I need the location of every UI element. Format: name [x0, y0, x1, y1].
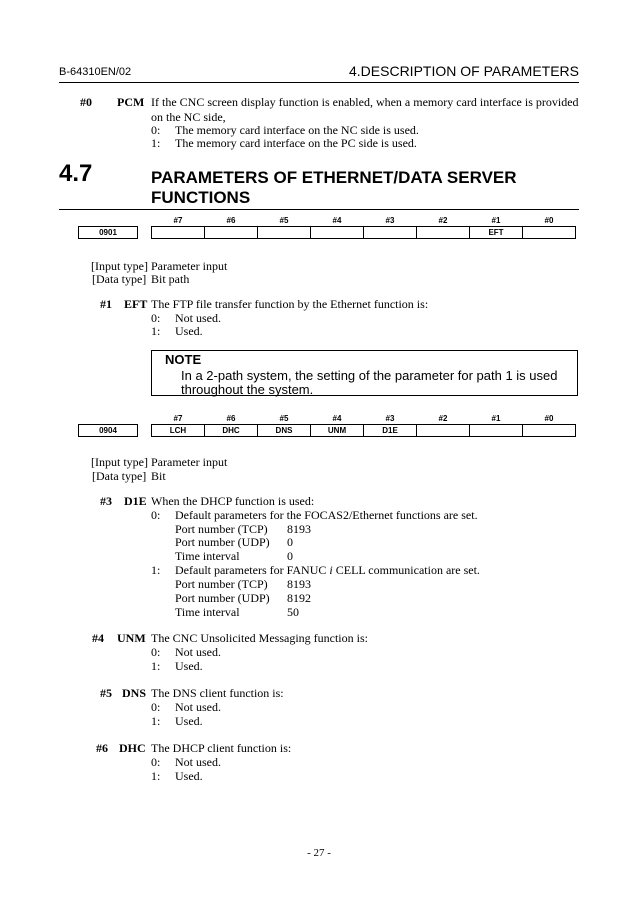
eft-bit: #1	[100, 297, 112, 311]
pcm-opt0-text: The memory card interface on the NC side is used.	[175, 123, 419, 137]
note-line-1: In a 2-path system, the setting of the parameter for path 1 is used	[181, 368, 558, 383]
dns-opt0-text: Not used.	[175, 700, 221, 714]
dns-opt0-num: 0:	[151, 700, 161, 714]
unm-opt1-text: Used.	[175, 659, 203, 673]
d1e-opt0-text: Default parameters for the FOCAS2/Ethernet functions are set.	[175, 508, 478, 522]
param-number: 0904	[79, 425, 138, 437]
bit-header: #7	[173, 216, 183, 225]
param-0901-table	[78, 215, 576, 239]
bit-header: #1	[491, 414, 501, 423]
input-type-label: [Input type]	[91, 455, 148, 469]
bit-cell: UNM	[311, 425, 364, 437]
data-type-label: [Data type]	[92, 469, 147, 483]
bit-cell	[311, 227, 364, 239]
bit-cell	[417, 227, 470, 239]
bit-header: #0	[544, 414, 554, 423]
dhc-desc: The DHCP client function is:	[151, 741, 292, 755]
eft-opt1-num: 1:	[151, 324, 161, 338]
d1e-opt1-text-b: CELL communication are set.	[332, 563, 480, 577]
input-type-value: Parameter input	[151, 455, 228, 469]
bit-data-row	[79, 227, 576, 239]
d1e-opt1-text	[175, 563, 480, 578]
bit-header-row	[79, 215, 576, 227]
section-rule	[59, 209, 579, 210]
bit-cell	[523, 425, 576, 437]
d1e-opt0-row-value: 8193	[287, 522, 311, 536]
bit-cell	[470, 425, 523, 437]
bit-cell: D1E	[364, 425, 417, 437]
dns-opt1-text: Used.	[175, 714, 203, 728]
pcm-desc-1: If the CNC screen display function is enabled, when a memory card interface is provided	[151, 95, 579, 109]
bit-cell: EFT	[470, 227, 523, 239]
d1e-bit: #3	[100, 494, 112, 508]
pcm-opt1-num: 1:	[151, 136, 161, 150]
section-title	[151, 168, 517, 208]
section-title-line-1: PARAMETERS OF ETHERNET/DATA SERVER	[151, 168, 517, 187]
pcm-opt0-num: 0:	[151, 123, 161, 137]
eft-opt1-text: Used.	[175, 324, 203, 338]
doc-id: B-64310EN/02	[59, 66, 132, 78]
eft-desc: The FTP file transfer function by the Ethernet function is:	[151, 297, 429, 311]
note-line-2: throughout the system.	[181, 382, 314, 397]
pcm-bit: #0	[80, 95, 92, 109]
param-number: 0901	[79, 227, 138, 239]
page-number: - 27 -	[307, 847, 331, 859]
unm-bit: #4	[92, 631, 104, 645]
bit-header: #0	[544, 216, 554, 225]
pcm-desc-2: on the NC side,	[151, 110, 226, 124]
bit-cell	[364, 227, 417, 239]
d1e-opt1-row-value: 50	[287, 605, 299, 619]
d1e-opt0-row-label: Time interval	[175, 549, 240, 563]
bit-header: #5	[279, 414, 289, 423]
section-title-line-2: FUNCTIONS	[151, 188, 251, 207]
dhc-bit: #6	[96, 741, 108, 755]
d1e-opt1-row-label: Port number (TCP)	[175, 577, 268, 591]
unm-opt1-num: 1:	[151, 659, 161, 673]
bit-cell	[152, 227, 205, 239]
eft-opt0-text: Not used.	[175, 311, 221, 325]
data-type-label: [Data type]	[92, 272, 147, 286]
unm-desc: The CNC Unsolicited Messaging function is:	[151, 631, 368, 645]
bit-header: #3	[385, 216, 395, 225]
data-type-value: Bit path	[151, 272, 190, 286]
bit-header: #6	[226, 216, 236, 225]
d1e-opt0-row-label: Port number (TCP)	[175, 522, 268, 536]
pcm-opt1-text: The memory card interface on the PC side is used.	[175, 136, 417, 150]
bit-header: #5	[279, 216, 289, 225]
bit-header: #3	[385, 414, 395, 423]
d1e-opt1-row-value: 8192	[287, 591, 311, 605]
bit-cell	[258, 227, 311, 239]
bit-header: #4	[332, 216, 342, 225]
d1e-opt0-row-value: 0	[287, 535, 293, 549]
bit-cell	[523, 227, 576, 239]
dns-opt1-num: 1:	[151, 714, 161, 728]
bit-data-row	[79, 425, 576, 437]
param-0904-table	[78, 413, 576, 437]
dns-desc: The DNS client function is:	[151, 686, 284, 700]
bit-header: #1	[491, 216, 501, 225]
d1e-opt1-row-label: Port number (UDP)	[175, 591, 270, 605]
bit-cell: DNS	[258, 425, 311, 437]
data-type-value: Bit	[151, 469, 166, 483]
header-rule	[59, 82, 579, 83]
eft-opt0-num: 0:	[151, 311, 161, 325]
d1e-opt0-row-value: 0	[287, 549, 293, 563]
bit-header: #6	[226, 414, 236, 423]
d1e-opt1-text-i: i	[329, 563, 333, 577]
unm-name: UNM	[117, 631, 146, 645]
bit-header-row	[79, 413, 576, 425]
d1e-opt1-text-a: Default parameters for FANUC	[175, 563, 330, 577]
bit-cell	[205, 227, 258, 239]
d1e-opt1-num: 1:	[151, 563, 161, 577]
eft-name: EFT	[124, 297, 148, 311]
dns-name: DNS	[122, 686, 147, 700]
d1e-opt1-row-label: Time interval	[175, 605, 240, 619]
note-title: NOTE	[165, 352, 202, 367]
d1e-name: D1E	[124, 494, 147, 508]
unm-opt0-num: 0:	[151, 645, 161, 659]
bit-cell: DHC	[205, 425, 258, 437]
bit-header: #2	[438, 216, 448, 225]
unm-opt0-text: Not used.	[175, 645, 221, 659]
dhc-opt1-num: 1:	[151, 769, 161, 783]
bit-header: #7	[173, 414, 183, 423]
bit-header: #4	[332, 414, 342, 423]
d1e-desc: When the DHCP function is used:	[151, 494, 315, 508]
section-number: 4.7	[59, 160, 93, 187]
dhc-opt0-num: 0:	[151, 755, 161, 769]
d1e-opt0-row-label: Port number (UDP)	[175, 535, 270, 549]
bit-header: #2	[438, 414, 448, 423]
d1e-opt1-row-value: 8193	[287, 577, 311, 591]
dhc-name: DHC	[119, 741, 146, 755]
dhc-opt0-text: Not used.	[175, 755, 221, 769]
chapter-title: 4.DESCRIPTION OF PARAMETERS	[349, 63, 579, 79]
pcm-name: PCM	[117, 95, 145, 109]
dhc-opt1-text: Used.	[175, 769, 203, 783]
bit-cell: LCH	[152, 425, 205, 437]
dns-bit: #5	[100, 686, 112, 700]
bit-cell	[417, 425, 470, 437]
note-text	[181, 369, 558, 397]
input-type-value: Parameter input	[151, 259, 228, 273]
input-type-label: [Input type]	[91, 259, 148, 273]
d1e-opt0-num: 0:	[151, 508, 161, 522]
